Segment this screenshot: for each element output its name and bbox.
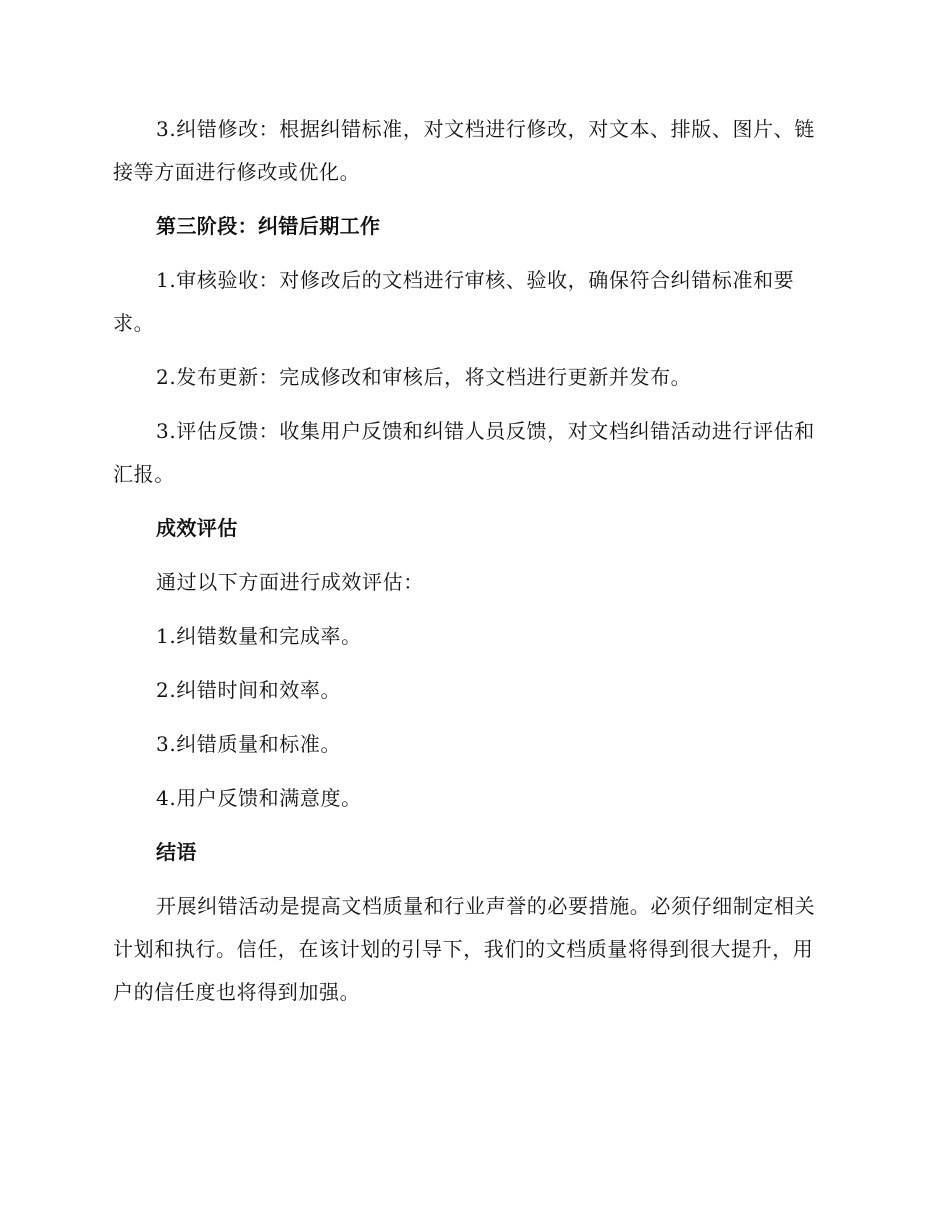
list-item-correction-count: 1.纠错数量和完成率。 (156, 624, 362, 648)
paragraph-correction-modify: 3.纠错修改：根据纠错标准，对文档进行修改，对文本、排版、图片、链接等方面进行修改或优化。 (113, 117, 815, 184)
paragraph-evaluation-intro: 通过以下方面进行成效评估： (156, 570, 424, 594)
section-heading-phase-three: 第三阶段：纠错后期工作 (156, 214, 381, 238)
paragraph-review-acceptance: 1.审核验收：对修改后的文档进行审核、验收，确保符合纠错标准和要求。 (113, 268, 795, 335)
list-item-correction-quality: 3.纠错质量和标准。 (156, 732, 342, 756)
section-heading-conclusion: 结语 (156, 840, 197, 864)
list-item-user-feedback: 4.用户反馈和满意度。 (156, 786, 362, 810)
paragraph-conclusion: 开展纠错活动是提高文档质量和行业声誉的必要措施。必须仔细制定相关计划和执行。信任，在该计划的引导下，我们的文档质量将得到很大提升，用户的信任度也将得到加强。 (113, 894, 816, 1004)
document-body (113, 108, 833, 1025)
section-heading-effect-evaluation: 成效评估 (156, 516, 238, 540)
list-item-correction-time: 2.纠错时间和效率。 (156, 678, 342, 702)
paragraph-publish-update: 2.发布更新：完成修改和审核后，将文档进行更新并发布。 (156, 365, 692, 389)
paragraph-evaluation-feedback: 3.评估反馈：收集用户反馈和纠错人员反馈，对文档纠错活动进行评估和汇报。 (113, 419, 815, 486)
